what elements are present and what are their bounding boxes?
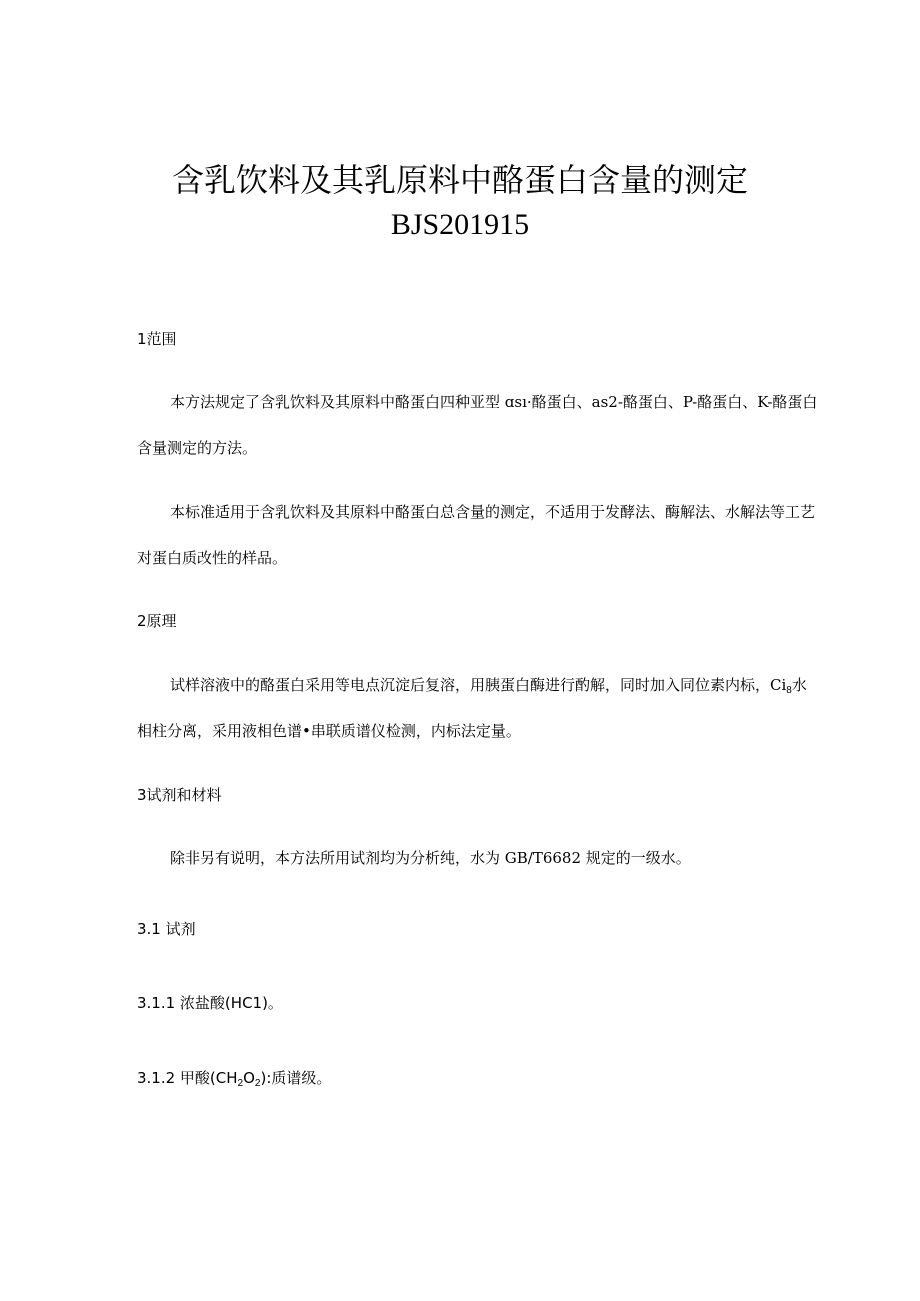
item-3-1-2: [137, 1067, 331, 1095]
section-1-paragraph-1-line-1: 本方法规定了含乳饮料及其原料中酪蛋白四种亚型 ɑsı·酪蛋白、as2-酪蛋白、P-酪蛋白、K-酪蛋白: [170, 393, 818, 411]
section-1-paragraph-2-line-1: 本标准适用于含乳饮料及其原料中酪蛋白总含量的测定，不适用于发酵法、酶解法、水解法等工艺: [170, 503, 816, 521]
section-2-subscript: 8: [786, 685, 792, 696]
section-2-paragraph-line-2: 相柱分离，采用液相色谱•串联质谱仪检测，内标法定量。: [137, 722, 521, 740]
section-3-paragraph: 除非另有说明，本方法所用试剂均为分析纯，水为 GB/T6682 规定的一级水。: [170, 849, 691, 867]
item-3-1-2-text-b: O: [243, 1069, 255, 1087]
item-3-1-2-sub-1: 2: [237, 1078, 244, 1089]
section-1-paragraph-2-line-2: 对蛋白质改性的样品。: [137, 549, 288, 567]
section-2-paragraph-line-1-end: 水: [791, 676, 807, 694]
section-3-1-heading: 3.1 试剂: [137, 920, 196, 938]
section-2-heading: 2原理: [137, 612, 177, 630]
item-3-1-2-sub-2: 2: [254, 1078, 261, 1089]
section-2-paragraph-line-1: [170, 674, 807, 702]
document-code: BJS201915: [390, 208, 530, 241]
document-title: 含乳饮料及其乳原料中酪蛋白含量的测定: [171, 161, 748, 199]
item-3-1-2-text-a: 3.1.2 甲酸(CH: [137, 1069, 238, 1087]
section-1-paragraph-1-line-2: 含量测定的方法。: [137, 439, 258, 457]
item-3-1-1: 3.1.1 浓盐酸(HC1)。: [137, 994, 283, 1012]
section-2-paragraph-line-1-text: 试样溶液中的酪蛋白采用等电点沉淀后复溶，用胰蛋白酶进行酌解，同时加入同位素内标，Ci: [170, 676, 787, 694]
section-3-heading: 3试剂和材料: [137, 786, 222, 804]
item-3-1-2-text-c: ):质谱级。: [260, 1069, 332, 1087]
section-1-heading: 1范围: [137, 330, 177, 348]
